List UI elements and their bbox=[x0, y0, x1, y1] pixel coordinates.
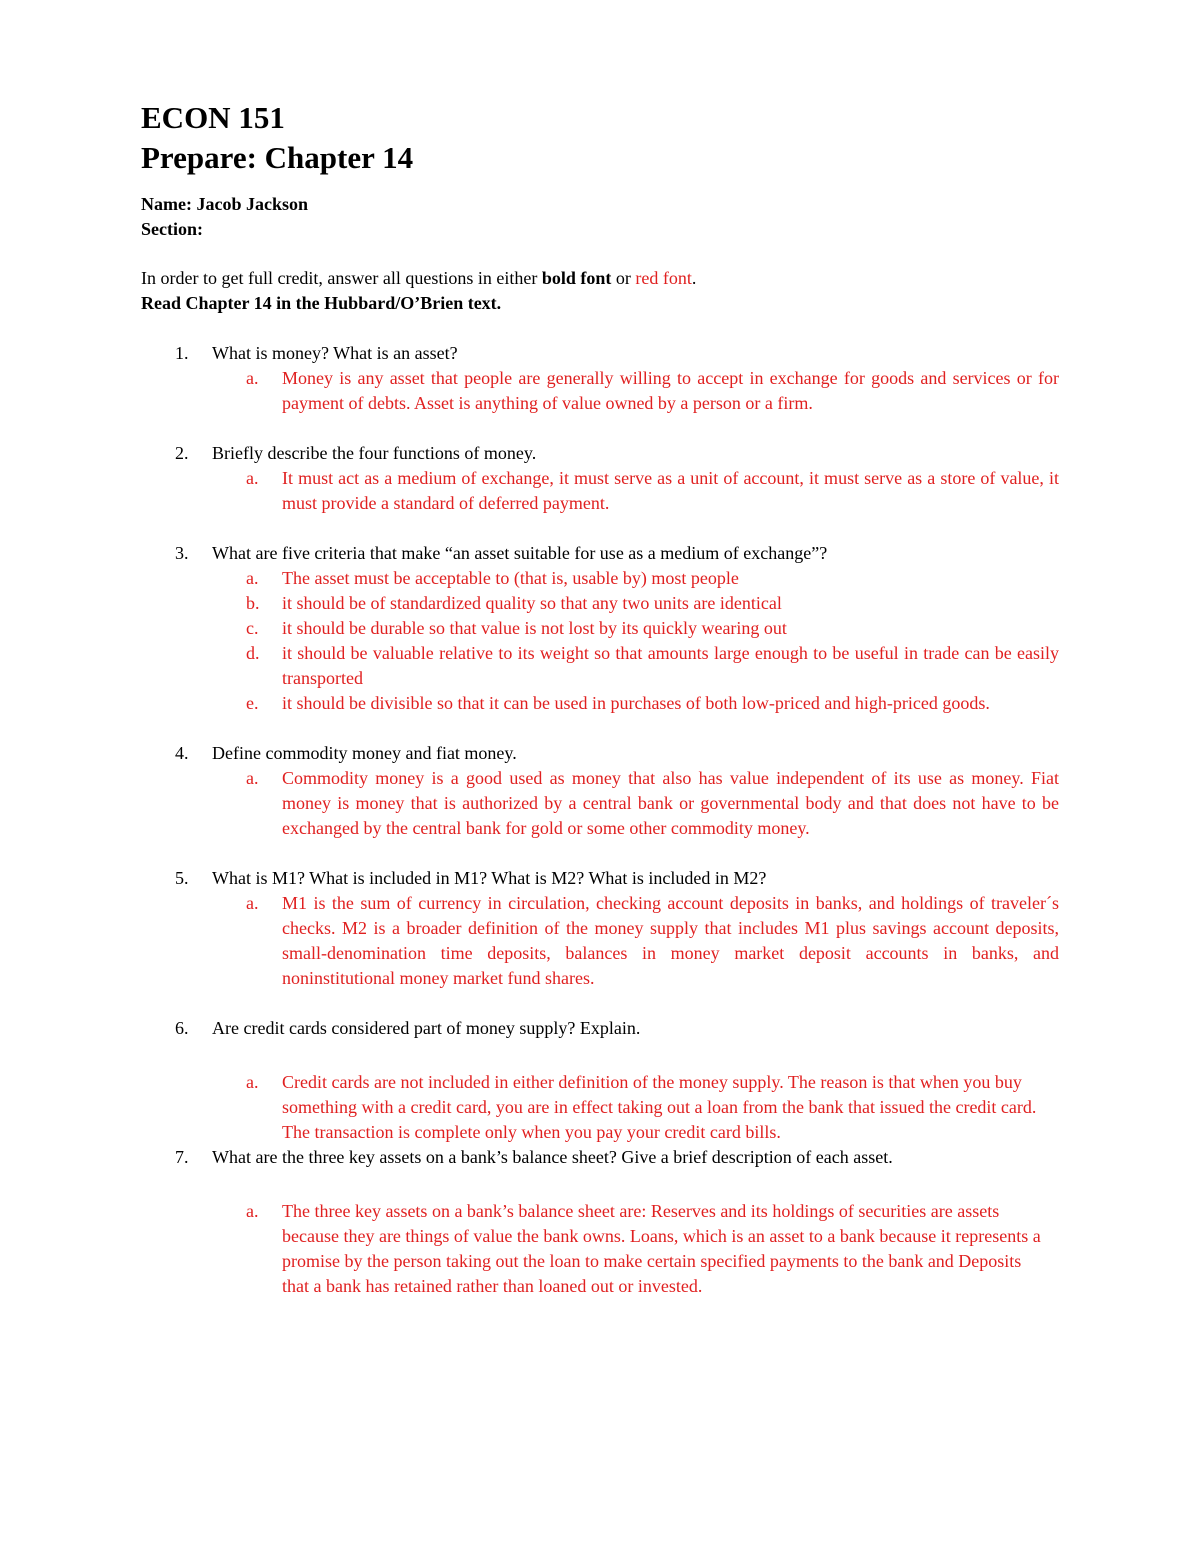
question-text: Are credit cards considered part of money supply? Explain. bbox=[212, 1018, 641, 1038]
answer-item bbox=[141, 466, 1059, 516]
answer-list bbox=[212, 1199, 1059, 1299]
answer-list bbox=[212, 566, 1059, 716]
spacer bbox=[141, 416, 1059, 441]
answer-text: it should be durable so that value is not lost by its quickly wearing out bbox=[282, 618, 787, 638]
answer-text: The asset must be acceptable to (that is, usable by) most people bbox=[282, 568, 739, 588]
spacer bbox=[212, 1170, 1059, 1199]
question-list bbox=[141, 341, 1059, 1299]
answer-text: Credit cards are not included in either definition of the money supply. The reason is that when you buy something with a credit card, you are in effect taking out a loan from the bank that issued the credit card. The transaction is complete only when you pay your credit card bills. bbox=[282, 1072, 1037, 1142]
reading-assignment: Read Chapter 14 in the Hubbard/O’Brien text. bbox=[141, 293, 502, 313]
answer-item bbox=[141, 691, 1059, 716]
question-number: 5. bbox=[175, 868, 189, 888]
question-2 bbox=[141, 441, 1059, 516]
instructions bbox=[141, 266, 1059, 291]
course-title: ECON 151 bbox=[141, 100, 285, 135]
instructions-text-3: . bbox=[691, 268, 697, 288]
spacer bbox=[141, 841, 1059, 866]
answer-list bbox=[212, 1070, 1059, 1145]
question-4 bbox=[141, 741, 1059, 841]
question-number: 2. bbox=[175, 443, 189, 463]
question-number: 7. bbox=[175, 1147, 189, 1167]
document-page bbox=[141, 98, 1059, 1299]
answer-text: M1 is the sum of currency in circulation, checking account deposits in banks, and holdings of traveler´s checks. M2 is a broader definition of the money supply that includes M1 plus savings account deposits, small-denomination time deposits, balances in money market deposit accounts in banks, and noninstitutional money market fund shares. bbox=[282, 893, 1059, 988]
question-5 bbox=[141, 866, 1059, 991]
answer-item bbox=[141, 366, 1059, 416]
spacer bbox=[141, 991, 1059, 1016]
answer-item bbox=[141, 616, 1059, 641]
answer-item bbox=[141, 641, 1059, 691]
question-number: 1. bbox=[175, 343, 189, 363]
instructions-bold-font: bold font bbox=[541, 268, 612, 288]
answer-text: it should be valuable relative to its weight so that amounts large enough to be useful in trade can be easily transported bbox=[282, 643, 1059, 688]
question-7 bbox=[141, 1145, 1059, 1299]
answer-item bbox=[141, 591, 1059, 616]
answer-item bbox=[141, 766, 1059, 841]
answer-item bbox=[141, 566, 1059, 591]
question-text: What are five criteria that make “an asset suitable for use as a medium of exchange”? bbox=[212, 543, 828, 563]
answer-list bbox=[212, 466, 1059, 516]
answer-list bbox=[212, 766, 1059, 841]
answer-letter: a. bbox=[246, 368, 259, 388]
answer-letter: a. bbox=[246, 1201, 259, 1221]
answer-text: It must act as a medium of exchange, it must serve as a unit of account, it must serve as a store of value, it must provide a standard of deferred payment. bbox=[282, 468, 1059, 513]
question-text: What are the three key assets on a bank’s balance sheet? Give a brief description of each asset. bbox=[212, 1147, 893, 1167]
student-name: Name: Jacob Jackson bbox=[141, 194, 308, 214]
answer-letter: b. bbox=[246, 593, 260, 613]
question-text: What is M1? What is included in M1? What is M2? What is included in M2? bbox=[212, 868, 767, 888]
answer-letter: a. bbox=[246, 468, 259, 488]
question-text: Define commodity money and fiat money. bbox=[212, 743, 517, 763]
answer-letter: d. bbox=[246, 643, 260, 663]
question-6 bbox=[141, 1016, 1059, 1145]
answer-letter: a. bbox=[246, 568, 259, 588]
spacer bbox=[141, 716, 1059, 741]
question-text: Briefly describe the four functions of money. bbox=[212, 443, 537, 463]
answer-letter: e. bbox=[246, 693, 259, 713]
answer-text: Commodity money is a good used as money that also has value independent of its use as money. Fiat money is money that is authorized by a central bank or governmental body and that does not have to be exchanged by the central bank for gold or some other commodity money. bbox=[282, 768, 1059, 838]
spacer bbox=[141, 516, 1059, 541]
instructions-red-font: red font bbox=[635, 268, 692, 288]
instructions-text-2: or bbox=[611, 268, 636, 288]
answer-text: Money is any asset that people are generally willing to accept in exchange for goods and services or for payment of debts. Asset is anything of value owned by a person or a firm. bbox=[282, 368, 1059, 413]
question-number: 6. bbox=[175, 1018, 189, 1038]
answer-item bbox=[141, 1199, 1059, 1299]
answer-letter: a. bbox=[246, 893, 259, 913]
answer-list bbox=[212, 366, 1059, 416]
question-3 bbox=[141, 541, 1059, 716]
student-section: Section: bbox=[141, 219, 203, 239]
answer-text: The three key assets on a bank’s balance sheet are: Reserves and its holdings of securities are assets because they are things of value the bank owns. Loans, which is an asset to a bank because it represents a promise by the person taking out the loan to make certain specified payments to the bank and Deposits that a bank has retained rather than loaned out or invested. bbox=[282, 1201, 1041, 1296]
spacer bbox=[212, 1041, 1059, 1070]
question-text: What is money? What is an asset? bbox=[212, 343, 458, 363]
answer-letter: a. bbox=[246, 1072, 259, 1092]
question-1 bbox=[141, 341, 1059, 416]
instructions-text-1: In order to get full credit, answer all questions in either bbox=[141, 268, 542, 288]
answer-letter: a. bbox=[246, 768, 259, 788]
answer-text: it should be of standardized quality so that any two units are identical bbox=[282, 593, 782, 613]
chapter-title: Prepare: Chapter 14 bbox=[141, 140, 414, 175]
answer-list bbox=[212, 891, 1059, 991]
answer-item bbox=[141, 891, 1059, 991]
question-number: 4. bbox=[175, 743, 189, 763]
question-number: 3. bbox=[175, 543, 189, 563]
answer-text: it should be divisible so that it can be used in purchases of both low-priced and high-priced goods. bbox=[282, 693, 990, 713]
answer-item bbox=[141, 1070, 1059, 1145]
answer-letter: c. bbox=[246, 618, 259, 638]
